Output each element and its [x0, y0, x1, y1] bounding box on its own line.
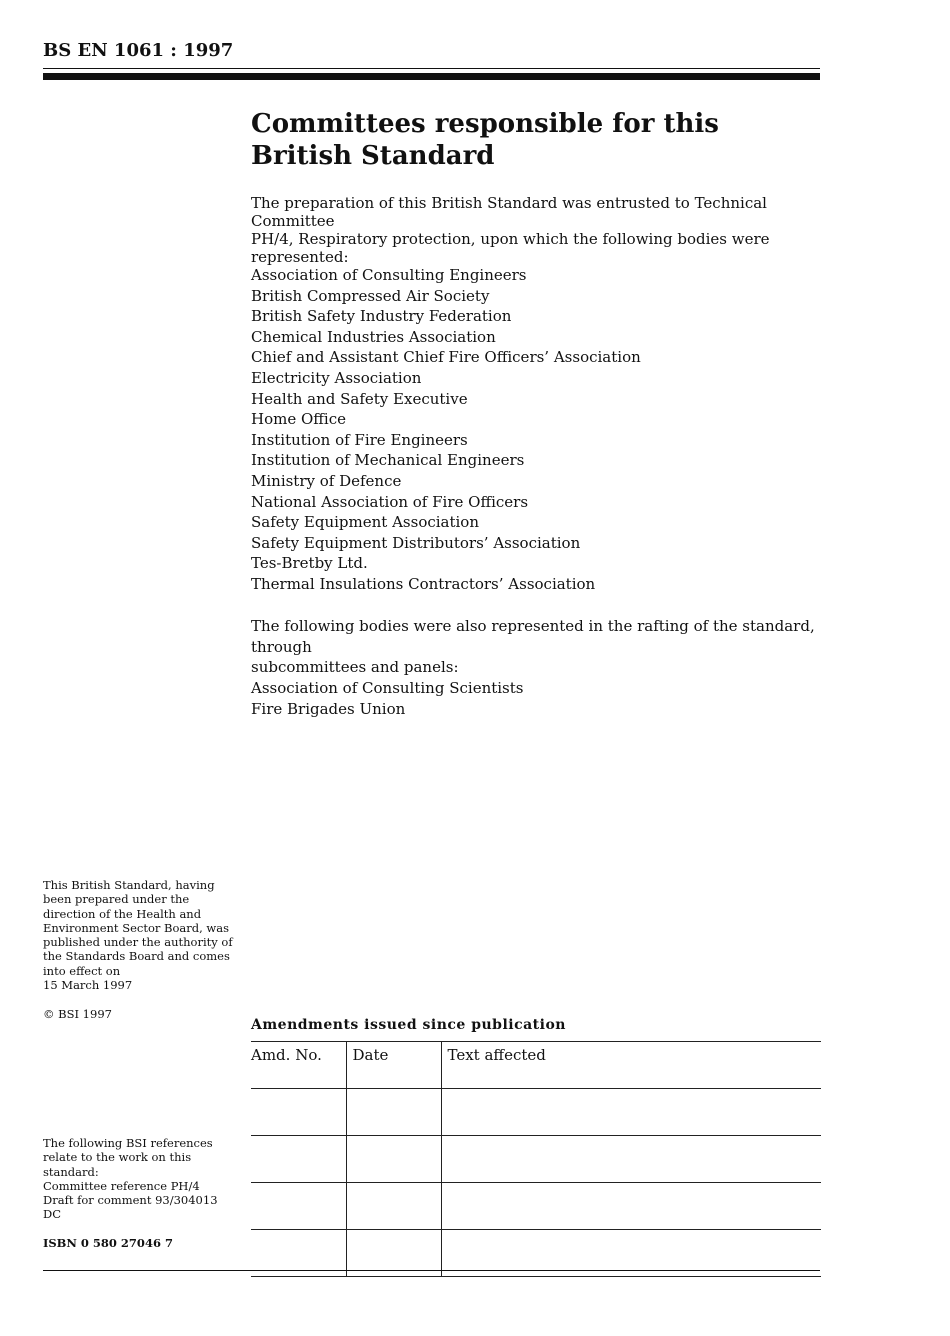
amendments-title: Amendments issued since publication [251, 1017, 566, 1033]
list-item: Electricity Association [251, 368, 422, 387]
publication-note-line: into effect on [43, 963, 121, 978]
footer-rule [43, 1270, 820, 1271]
list-item: Institution of Mechanical Engineers [251, 451, 525, 470]
header-rule-thick [43, 73, 820, 80]
list-item: Safety Equipment Association [251, 513, 480, 532]
table-header-row [251, 1042, 821, 1089]
bsi-references-line: standard: [43, 1164, 99, 1179]
bsi-references-line: Committee reference PH/4 [43, 1178, 200, 1193]
table-cell [251, 1136, 346, 1183]
table-row [251, 1183, 821, 1230]
publication-note-line: Environment Sector Board, was [43, 920, 230, 935]
list-item: Tes-Bretby Ltd. [251, 554, 368, 573]
publication-note-line: been prepared under the [43, 892, 190, 907]
isbn: ISBN 0 580 27046 7 [43, 1236, 173, 1250]
page-title-line-2: British Standard [251, 141, 495, 171]
bsi-references-line: relate to the work on this [43, 1150, 192, 1165]
intro-line-1: The preparation of this British Standard was entrusted to Technical Committee [251, 194, 767, 230]
copyright-notice: © BSI 1997 [43, 1007, 112, 1021]
list-item: Home Office [251, 410, 347, 429]
also-intro-line-2: subcommittees and panels: [251, 658, 459, 677]
bsi-references-line: The following BSI references [43, 1136, 213, 1150]
table-row [251, 1136, 821, 1183]
list-item: Safety Equipment Distributors’ Association [251, 533, 581, 552]
table-cell [346, 1089, 441, 1136]
publication-note-line: direction of the Health and [43, 906, 202, 921]
table-cell [441, 1136, 821, 1183]
document-id: BS EN 1061 : 1997 [43, 40, 234, 61]
list-item: Thermal Insulations Contractors’ Association [251, 574, 596, 593]
list-item: National Association of Fire Officers [251, 492, 529, 511]
list-item: Fire Brigades Union [251, 699, 406, 718]
list-item: British Safety Industry Federation [251, 307, 512, 326]
also-represented-paragraph [251, 616, 821, 678]
also-represented-list [251, 678, 821, 719]
publication-note-line: This British Standard, having [43, 878, 215, 892]
intro-line-2: PH/4, Respiratory protection, upon which the following bodies were represented: [251, 230, 770, 266]
publication-note [43, 878, 233, 992]
column-header-text-affected: Text affected [441, 1042, 821, 1089]
column-header-amd-no: Amd. No. [251, 1042, 346, 1089]
represented-bodies-list [251, 265, 821, 595]
table-cell [346, 1183, 441, 1230]
column-header-date: Date [346, 1042, 441, 1089]
list-item: Institution of Fire Engineers [251, 430, 468, 449]
table-cell [346, 1136, 441, 1183]
table-cell [251, 1183, 346, 1230]
publication-note-line: published under the authority of [43, 935, 233, 950]
page-title-line-1: Committees responsible for this [251, 109, 719, 139]
page-title [251, 108, 821, 172]
list-item: Health and Safety Executive [251, 389, 468, 408]
header-rule-thin [43, 68, 820, 69]
amendments-table [251, 1041, 821, 1277]
list-item: Association of Consulting Engineers [251, 266, 527, 284]
table-cell [251, 1089, 346, 1136]
bsi-references-line: Draft for comment 93/304013 DC [43, 1193, 218, 1222]
table-cell [441, 1183, 821, 1230]
list-item: Association of Consulting Scientists [251, 679, 524, 697]
list-item: Ministry of Defence [251, 471, 402, 490]
table-row [251, 1089, 821, 1136]
publication-note-line: the Standards Board and comes [43, 949, 230, 964]
bsi-references [43, 1136, 233, 1222]
list-item: Chemical Industries Association [251, 327, 496, 346]
table-cell [441, 1089, 821, 1136]
also-intro-line-1: The following bodies were also represented in the rafting of the standard, through [251, 617, 815, 656]
intro-paragraph [251, 194, 821, 266]
publication-note-line: 15 March 1997 [43, 978, 133, 993]
list-item: British Compressed Air Society [251, 286, 490, 305]
list-item: Chief and Assistant Chief Fire Officers’ Association [251, 348, 641, 367]
